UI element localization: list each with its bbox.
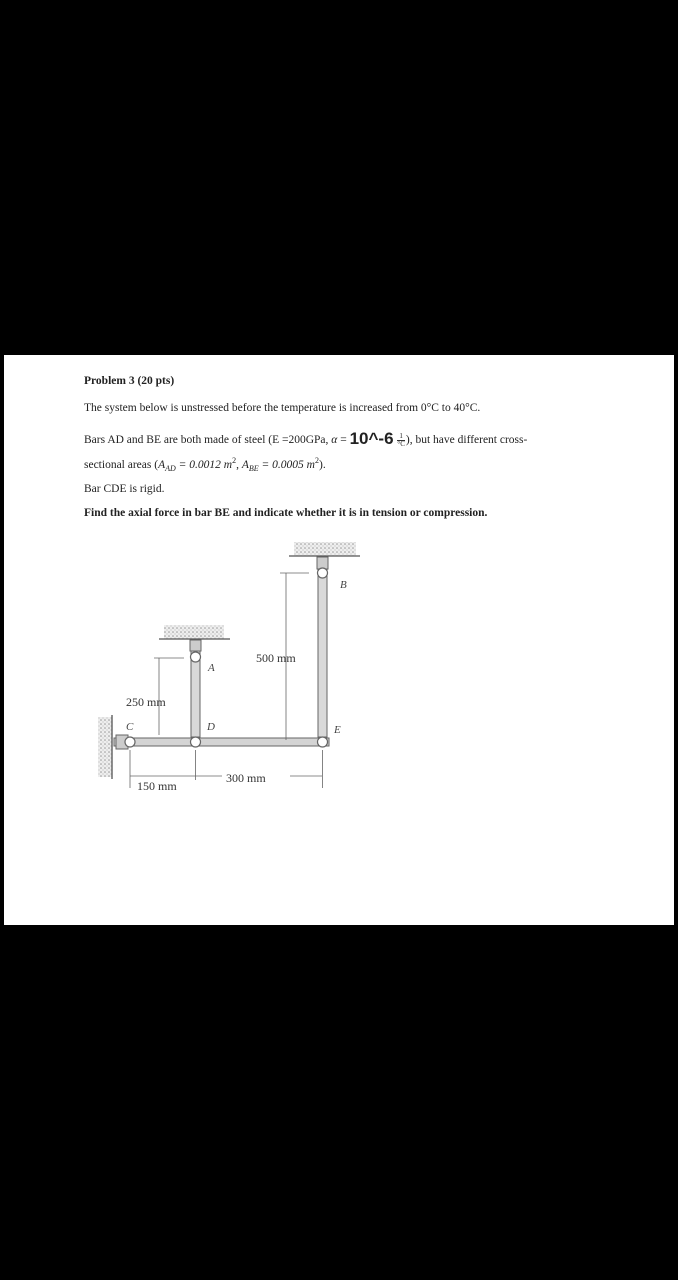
unit-denominator: °C [397, 439, 405, 448]
pin-c [125, 737, 135, 747]
problem-question: Find the axial force in bar BE and indicate whether it is in tension or compression. [84, 507, 488, 519]
areas-close: ). [319, 458, 326, 471]
dimension-150mm: 150 mm [137, 779, 177, 793]
pin-e [318, 737, 328, 747]
area-be-symbol: A [241, 458, 249, 471]
alpha-value: 10^-6 [349, 429, 394, 448]
label-c: C [126, 721, 134, 733]
dimension-250mm: 250 mm [126, 695, 166, 709]
area-be-value: = 0.0005 m [258, 458, 315, 471]
ceiling-support-b [289, 542, 360, 556]
area-ad-value: = 0.0012 m [175, 458, 233, 471]
pin-d [191, 737, 201, 747]
label-a: A [208, 662, 215, 674]
bar-ad [190, 640, 201, 737]
dimension-500mm: 500 mm [256, 651, 296, 665]
pin-b [318, 568, 328, 578]
alpha-symbol: α [331, 434, 338, 446]
cross-section-text: ), but have different cross- [405, 434, 528, 446]
document-page [4, 355, 674, 925]
pin-a [191, 652, 201, 662]
area-separator: , [236, 458, 242, 471]
unit-numerator: 1 [399, 431, 403, 440]
problem-statement-line-4: Bar CDE is rigid. [84, 483, 165, 495]
alpha-equals: = [337, 434, 350, 446]
areas-intro: sectional areas ( [84, 458, 159, 471]
rigid-bar-cde [114, 735, 329, 749]
structure-diagram [4, 355, 674, 925]
label-d: D [207, 721, 215, 733]
wall-support-c [98, 715, 112, 779]
area-ad-symbol: A [158, 458, 166, 471]
label-e: E [334, 724, 341, 736]
dimension-lines [130, 573, 323, 788]
problem-statement-line-1: The system below is unstressed before the temperature is increased from 0°C to 40°C. [84, 402, 481, 414]
dimension-300mm: 300 mm [226, 771, 266, 785]
problem-title: Problem 3 (20 pts) [84, 375, 175, 387]
bar-be [317, 557, 328, 737]
material-text: Bars AD and BE are both made of steel (E =200GPa, [84, 434, 332, 446]
area-ad-exponent: 2 [232, 456, 237, 465]
area-be-subscript: BE [248, 464, 259, 474]
ceiling-support-a [159, 625, 230, 639]
area-be-exponent: 2 [315, 456, 319, 465]
area-ad-subscript: AD [165, 464, 176, 474]
label-b: B [340, 579, 347, 591]
